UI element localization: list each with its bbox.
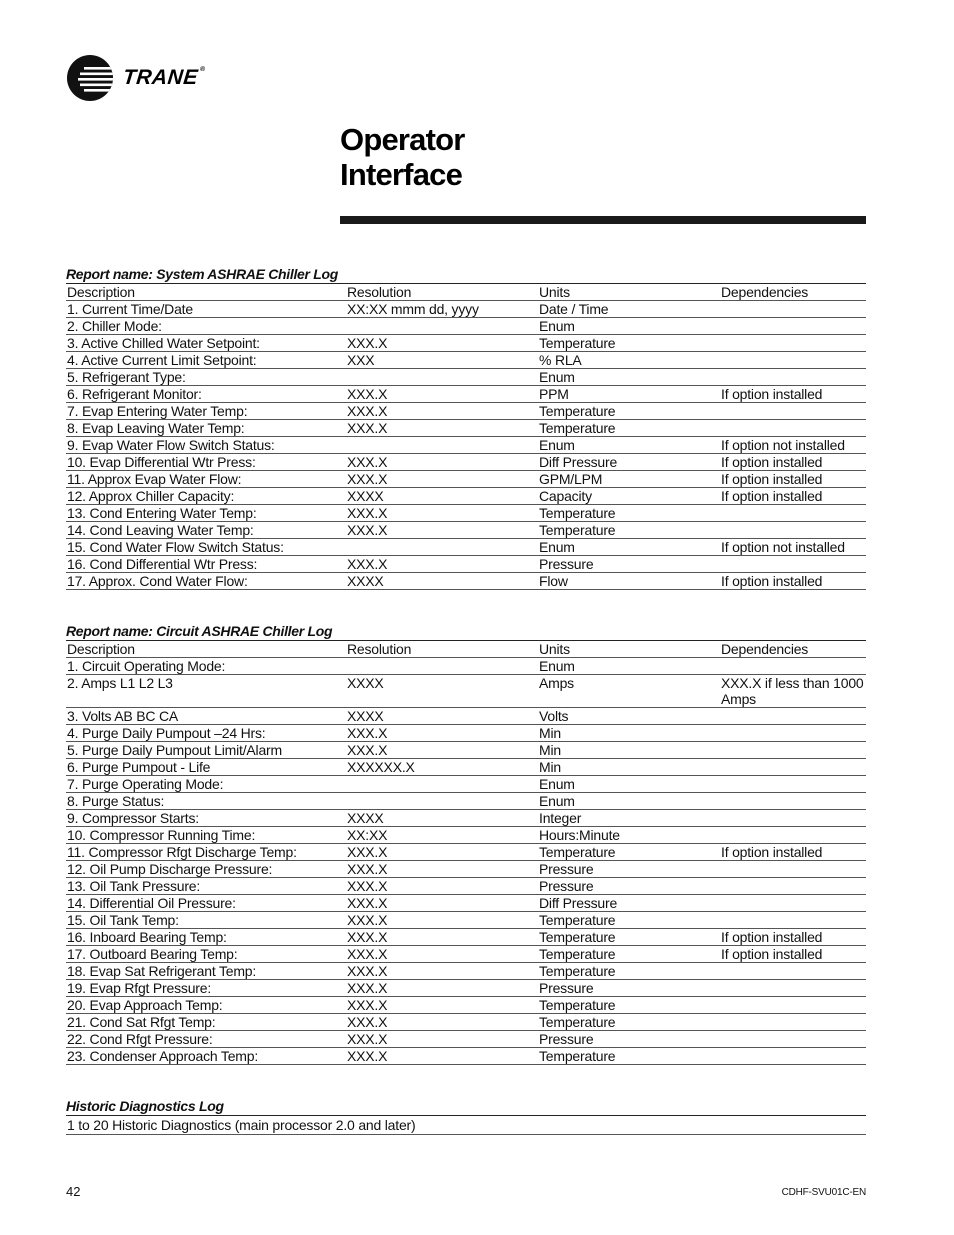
table-cell: XXX.X (346, 505, 538, 522)
table-cell: XXXX (346, 708, 538, 725)
table-cell: XXX (346, 352, 538, 369)
table-cell: If option installed (720, 573, 866, 590)
table-row (66, 742, 866, 759)
table-cell: XXXX (346, 675, 538, 708)
table-cell: XXX.X (346, 878, 538, 895)
table-cell (720, 318, 866, 335)
table-cell: Pressure (538, 1031, 720, 1048)
table-cell: 13. Oil Tank Pressure: (66, 878, 346, 895)
table-row (66, 878, 866, 895)
table-row (66, 1048, 866, 1065)
table-cell: Temperature (538, 522, 720, 539)
table-cell (720, 335, 866, 352)
table-row (66, 912, 866, 929)
page-title-line1: Operator (340, 122, 465, 157)
table-cell: Enum (538, 793, 720, 810)
table-cell: Temperature (538, 1048, 720, 1065)
table-cell: Amps (538, 675, 720, 708)
table-cell: XXXX (346, 488, 538, 505)
table-cell: Temperature (538, 1014, 720, 1031)
table-cell: 3. Active Chilled Water Setpoint: (66, 335, 346, 352)
column-header: Resolution (346, 641, 538, 658)
table-cell: % RLA (538, 352, 720, 369)
column-header: Dependencies (720, 641, 866, 658)
table-cell: XXX.X (346, 742, 538, 759)
table-cell: 10. Compressor Running Time: (66, 827, 346, 844)
table-row (66, 895, 866, 912)
table-cell: Enum (538, 437, 720, 454)
table-row (66, 318, 866, 335)
table-cell: Pressure (538, 980, 720, 997)
table-cell: Enum (538, 318, 720, 335)
table-cell (720, 725, 866, 742)
table-cell: 14. Differential Oil Pressure: (66, 895, 346, 912)
table-cell (346, 793, 538, 810)
table-cell: Diff Pressure (538, 895, 720, 912)
table-row (66, 827, 866, 844)
table-cell: If option not installed (720, 539, 866, 556)
table-cell: Min (538, 742, 720, 759)
table-cell: If option installed (720, 946, 866, 963)
table-row (66, 810, 866, 827)
table-cell: 6. Purge Pumpout - Life (66, 759, 346, 776)
table-cell: XXXXXX.X (346, 759, 538, 776)
table-cell: Temperature (538, 929, 720, 946)
table-row (66, 776, 866, 793)
table-cell: If option installed (720, 386, 866, 403)
table-cell: 20. Evap Approach Temp: (66, 997, 346, 1014)
table-cell: Volts (538, 708, 720, 725)
table-cell (720, 1048, 866, 1065)
table-cell: GPM/LPM (538, 471, 720, 488)
table-cell: 3. Volts AB BC CA (66, 708, 346, 725)
table-cell: Temperature (538, 946, 720, 963)
table-cell (720, 912, 866, 929)
table-cell: XXXX (346, 573, 538, 590)
table-cell: XXX.X if less than 1000 Amps (720, 675, 866, 708)
table-header-row (66, 284, 866, 301)
table-row (66, 573, 866, 590)
table-cell: 6. Refrigerant Monitor: (66, 386, 346, 403)
table-cell: XXX.X (346, 454, 538, 471)
table-row (66, 488, 866, 505)
table-cell: 1. Circuit Operating Mode: (66, 658, 346, 675)
table-cell: 1 to 20 Historic Diagnostics (main processor 2.0 and later) (66, 1116, 866, 1135)
table-row (66, 522, 866, 539)
table-cell: 1. Current Time/Date (66, 301, 346, 318)
table-cell (720, 810, 866, 827)
table-cell (346, 437, 538, 454)
table-cell: Enum (538, 369, 720, 386)
table-cell (720, 878, 866, 895)
table-cell: XXX.X (346, 403, 538, 420)
table-cell: XXX.X (346, 861, 538, 878)
brand-name: TRANE® (121, 66, 206, 89)
table-cell: Temperature (538, 403, 720, 420)
trane-logo-icon (66, 54, 114, 102)
table-cell: XXX.X (346, 929, 538, 946)
table-row (66, 675, 866, 708)
table-cell: XXX.X (346, 725, 538, 742)
table-cell: Temperature (538, 335, 720, 352)
report-historic-diagnostics (66, 1098, 866, 1135)
table-cell: 14. Cond Leaving Water Temp: (66, 522, 346, 539)
table-cell: 15. Cond Water Flow Switch Status: (66, 539, 346, 556)
table-cell: Enum (538, 776, 720, 793)
table-cell: XXX.X (346, 1048, 538, 1065)
table-cell: 8. Purge Status: (66, 793, 346, 810)
table-cell: Pressure (538, 861, 720, 878)
table-cell: 22. Cond Rfgt Pressure: (66, 1031, 346, 1048)
table-row (66, 861, 866, 878)
table-cell (720, 708, 866, 725)
table-cell (346, 658, 538, 675)
table-cell: XXX.X (346, 844, 538, 861)
table-cell: Temperature (538, 997, 720, 1014)
table-cell (720, 352, 866, 369)
page-title (340, 122, 465, 192)
table-cell (720, 861, 866, 878)
table-row (66, 1031, 866, 1048)
table-row (66, 980, 866, 997)
table-row (66, 471, 866, 488)
table-cell (720, 522, 866, 539)
table-cell: Enum (538, 658, 720, 675)
table-row (66, 301, 866, 318)
table-cell: If option installed (720, 929, 866, 946)
report-table (66, 1116, 866, 1135)
table-row (66, 844, 866, 861)
table-cell (720, 1014, 866, 1031)
table-row (66, 725, 866, 742)
table-cell: XX:XX (346, 827, 538, 844)
table-cell: Pressure (538, 878, 720, 895)
report-system-ashrae (66, 266, 866, 590)
trane-logo (66, 54, 205, 102)
column-header: Units (538, 284, 720, 301)
table-cell (720, 759, 866, 776)
column-header: Units (538, 641, 720, 658)
table-cell: PPM (538, 386, 720, 403)
table-row (66, 369, 866, 386)
table-cell: 16. Cond Differential Wtr Press: (66, 556, 346, 573)
column-header: Description (66, 284, 346, 301)
table-cell (720, 658, 866, 675)
table-cell: 4. Purge Daily Pumpout –24 Hrs: (66, 725, 346, 742)
table-cell: Min (538, 725, 720, 742)
report-table (66, 641, 866, 1065)
column-header: Description (66, 641, 346, 658)
table-cell: XXX.X (346, 386, 538, 403)
table-cell: XXX.X (346, 895, 538, 912)
table-cell (720, 403, 866, 420)
table-cell: Temperature (538, 420, 720, 437)
table-row (66, 1014, 866, 1031)
table-cell (720, 420, 866, 437)
table-cell: 7. Purge Operating Mode: (66, 776, 346, 793)
table-row (66, 403, 866, 420)
table-cell (720, 997, 866, 1014)
table-cell: 13. Cond Entering Water Temp: (66, 505, 346, 522)
table-cell (720, 827, 866, 844)
table-cell: 4. Active Current Limit Setpoint: (66, 352, 346, 369)
page-number: 42 (66, 1184, 81, 1199)
table-row (66, 708, 866, 725)
table-cell: If option installed (720, 454, 866, 471)
table-cell: Flow (538, 573, 720, 590)
table-cell: 12. Approx Chiller Capacity: (66, 488, 346, 505)
table-cell: Diff Pressure (538, 454, 720, 471)
table-cell (720, 776, 866, 793)
table-cell: XXX.X (346, 556, 538, 573)
table-row (66, 997, 866, 1014)
table-row (66, 437, 866, 454)
table-cell: 17. Approx. Cond Water Flow: (66, 573, 346, 590)
table-cell (720, 793, 866, 810)
table-cell (346, 369, 538, 386)
table-row (66, 352, 866, 369)
table-row (66, 963, 866, 980)
table-cell: 8. Evap Leaving Water Temp: (66, 420, 346, 437)
table-row (66, 454, 866, 471)
table-row (66, 929, 866, 946)
table-row (66, 505, 866, 522)
table-cell: 9. Compressor Starts: (66, 810, 346, 827)
table-cell: Integer (538, 810, 720, 827)
table-cell: 16. Inboard Bearing Temp: (66, 929, 346, 946)
table-cell: XXX.X (346, 1031, 538, 1048)
table-row (66, 539, 866, 556)
table-cell: 9. Evap Water Flow Switch Status: (66, 437, 346, 454)
table-cell (346, 318, 538, 335)
column-header: Resolution (346, 284, 538, 301)
table-cell: Pressure (538, 556, 720, 573)
table-cell: 11. Compressor Rfgt Discharge Temp: (66, 844, 346, 861)
table-cell: Temperature (538, 963, 720, 980)
table-cell: XXX.X (346, 946, 538, 963)
table-cell (720, 963, 866, 980)
table-cell: 12. Oil Pump Discharge Pressure: (66, 861, 346, 878)
table-cell: 5. Purge Daily Pumpout Limit/Alarm (66, 742, 346, 759)
table-cell: XXX.X (346, 420, 538, 437)
table-row (66, 420, 866, 437)
page-title-line2: Interface (340, 157, 463, 192)
table-cell (720, 1031, 866, 1048)
table-cell (720, 895, 866, 912)
table-cell: If option installed (720, 471, 866, 488)
table-cell (720, 742, 866, 759)
table-row (66, 386, 866, 403)
table-cell: XXX.X (346, 980, 538, 997)
table-cell: XXX.X (346, 522, 538, 539)
table-cell (720, 980, 866, 997)
table-cell (346, 776, 538, 793)
table-cell: XXX.X (346, 963, 538, 980)
table-cell: 7. Evap Entering Water Temp: (66, 403, 346, 420)
table-header-row (66, 641, 866, 658)
table-cell: Min (538, 759, 720, 776)
table-cell: Date / Time (538, 301, 720, 318)
table-cell: If option installed (720, 844, 866, 861)
report-table (66, 284, 866, 590)
table-cell: 2. Chiller Mode: (66, 318, 346, 335)
table-cell (346, 539, 538, 556)
report-title: Report name: Circuit ASHRAE Chiller Log (66, 623, 866, 641)
report-title: Historic Diagnostics Log (66, 1098, 866, 1116)
table-row (66, 946, 866, 963)
table-cell: 23. Condenser Approach Temp: (66, 1048, 346, 1065)
report-title: Report name: System ASHRAE Chiller Log (66, 266, 866, 284)
table-cell: Temperature (538, 912, 720, 929)
column-header: Dependencies (720, 284, 866, 301)
table-cell: 19. Evap Rfgt Pressure: (66, 980, 346, 997)
table-cell: If option installed (720, 488, 866, 505)
table-cell (720, 301, 866, 318)
table-cell: 21. Cond Sat Rfgt Temp: (66, 1014, 346, 1031)
table-row (66, 759, 866, 776)
table-cell: If option not installed (720, 437, 866, 454)
table-cell: 5. Refrigerant Type: (66, 369, 346, 386)
table-cell (720, 505, 866, 522)
table-cell: XX:XX mmm dd, yyyy (346, 301, 538, 318)
table-cell: Temperature (538, 505, 720, 522)
table-cell: XXX.X (346, 471, 538, 488)
table-cell: XXX.X (346, 997, 538, 1014)
table-cell (720, 369, 866, 386)
table-cell: Temperature (538, 844, 720, 861)
report-circuit-ashrae (66, 623, 866, 1065)
title-divider-bar (340, 216, 866, 224)
table-row (66, 556, 866, 573)
registered-mark: ® (199, 66, 206, 73)
table-row (66, 658, 866, 675)
table-cell: Capacity (538, 488, 720, 505)
table-cell (720, 556, 866, 573)
table-cell: 10. Evap Differential Wtr Press: (66, 454, 346, 471)
table-cell: 11. Approx Evap Water Flow: (66, 471, 346, 488)
table-cell: XXXX (346, 810, 538, 827)
table-cell: 2. Amps L1 L2 L3 (66, 675, 346, 708)
table-cell: XXX.X (346, 912, 538, 929)
table-row (66, 793, 866, 810)
table-cell: XXX.X (346, 1014, 538, 1031)
table-row (66, 335, 866, 352)
table-cell: 15. Oil Tank Temp: (66, 912, 346, 929)
table-cell: 18. Evap Sat Refrigerant Temp: (66, 963, 346, 980)
table-cell: Enum (538, 539, 720, 556)
document-code: CDHF-SVU01C-EN (781, 1187, 866, 1198)
table-cell: 17. Outboard Bearing Temp: (66, 946, 346, 963)
table-cell: Hours:Minute (538, 827, 720, 844)
table-cell: XXX.X (346, 335, 538, 352)
table-row (66, 1116, 866, 1135)
